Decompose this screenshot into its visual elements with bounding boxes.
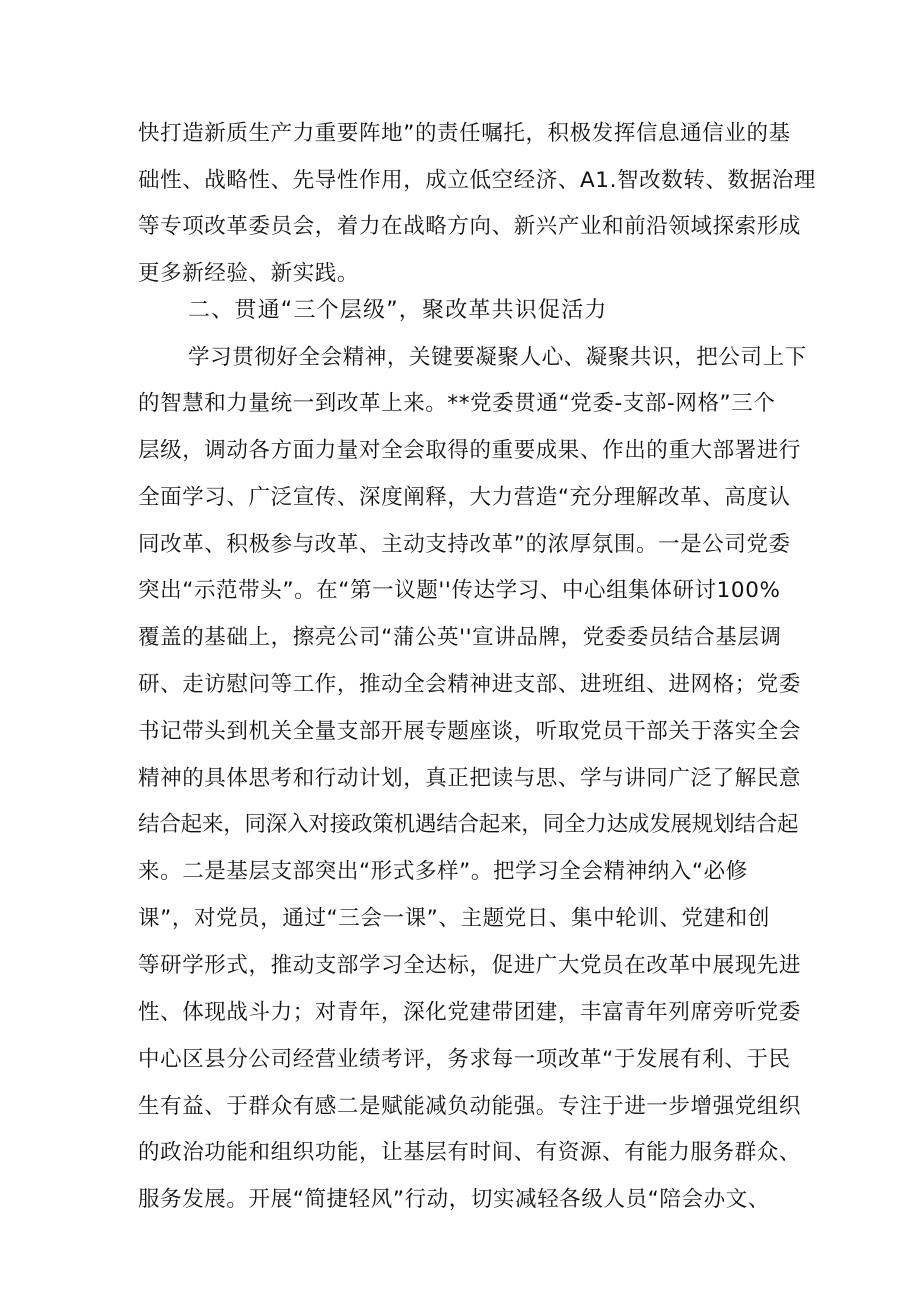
paragraph-line: 础性、战略性、先导性作用，成立低空经济、A1.智改数转、数据治理 — [138, 168, 816, 193]
paragraph-line: 书记带头到机关全量支部开展专题座谈，听取党员干部关于落实全会 — [138, 719, 802, 744]
paragraph-line: 中心区县分公司经营业绩考评，务求每一项改革“于发展有利、于民 — [138, 1047, 791, 1072]
paragraph-line: 生有益、于群众有感二是赋能减负动能强。专注于进一步增强党组织 — [138, 1094, 802, 1119]
paragraph-line: 的政治功能和组织功能，让基层有时间、有资源、有能力服务群众、 — [138, 1140, 802, 1165]
paragraph-line: 服务发展。开展“简捷轻风”行动，切实减轻各级人员“陪会办文、 — [138, 1187, 770, 1212]
paragraph-line: 来。二是基层支部突出“形式多样”。把学习全会精神纳入“必修 — [138, 859, 748, 884]
paragraph-line: 课”，对党员，通过“三会一课”、主题党日、集中轮训、党建和创 — [138, 906, 770, 931]
paragraph-line: 全面学习、广泛宣传、深度阐释，大力营造“充分理解改革、高度认 — [138, 485, 791, 510]
paragraph-line: 的智慧和力量统一到改革上来。**党委贯通“党委-支部-网格”三个 — [138, 391, 776, 416]
paragraph-line: 学习贯彻好全会精神，关键要凝聚人心、凝聚共识，把公司上下 — [188, 345, 807, 370]
paragraph-line: 精神的具体思考和行动计划，真正把读与思、学与讲同广泛了解民意 — [138, 766, 802, 791]
paragraph-line: 结合起来，同深入对接政策机遇结合起来，同全力达成发展规划结合起 — [138, 812, 799, 837]
paragraph-line: 覆盖的基础上，擦亮公司“蒲公英''宣讲品牌，党委委员结合基层调 — [138, 625, 782, 650]
paragraph-line: 层级，调动各方面力量对全会取得的重要成果、作出的重大部署进行 — [138, 438, 802, 463]
section-heading: 二、贯通“三个层级”，聚改革共识促活力 — [188, 298, 608, 323]
paragraph-line: 同改革、积极参与改革、主动支持改革”的浓厚氛围。一是公司党委 — [138, 532, 791, 557]
paragraph-line: 等研学形式，推动支部学习全达标，促进广大党员在改革中展现先进 — [138, 953, 802, 978]
paragraph-line: 性、体现战斗力；对青年，深化党建带团建，丰富青年列席旁听党委 — [138, 1000, 802, 1025]
paragraph-line: 等专项改革委员会，着力在战略方向、新兴产业和前沿领域探索形成 — [138, 214, 802, 239]
paragraph-line: 快打造新质生产力重要阵地”的责任嘱托，积极发挥信息通信业的基 — [138, 121, 791, 146]
paragraph-line: 研、走访慰问等工作，推动全会精神进支部、进班组、进网格；党委 — [138, 672, 802, 697]
paragraph-line: 更多新经验、新实践。 — [138, 261, 360, 286]
paragraph-line: 突出“示范带头”。在“第一议题''传达学习、中心组集体研讨100% — [138, 578, 781, 603]
